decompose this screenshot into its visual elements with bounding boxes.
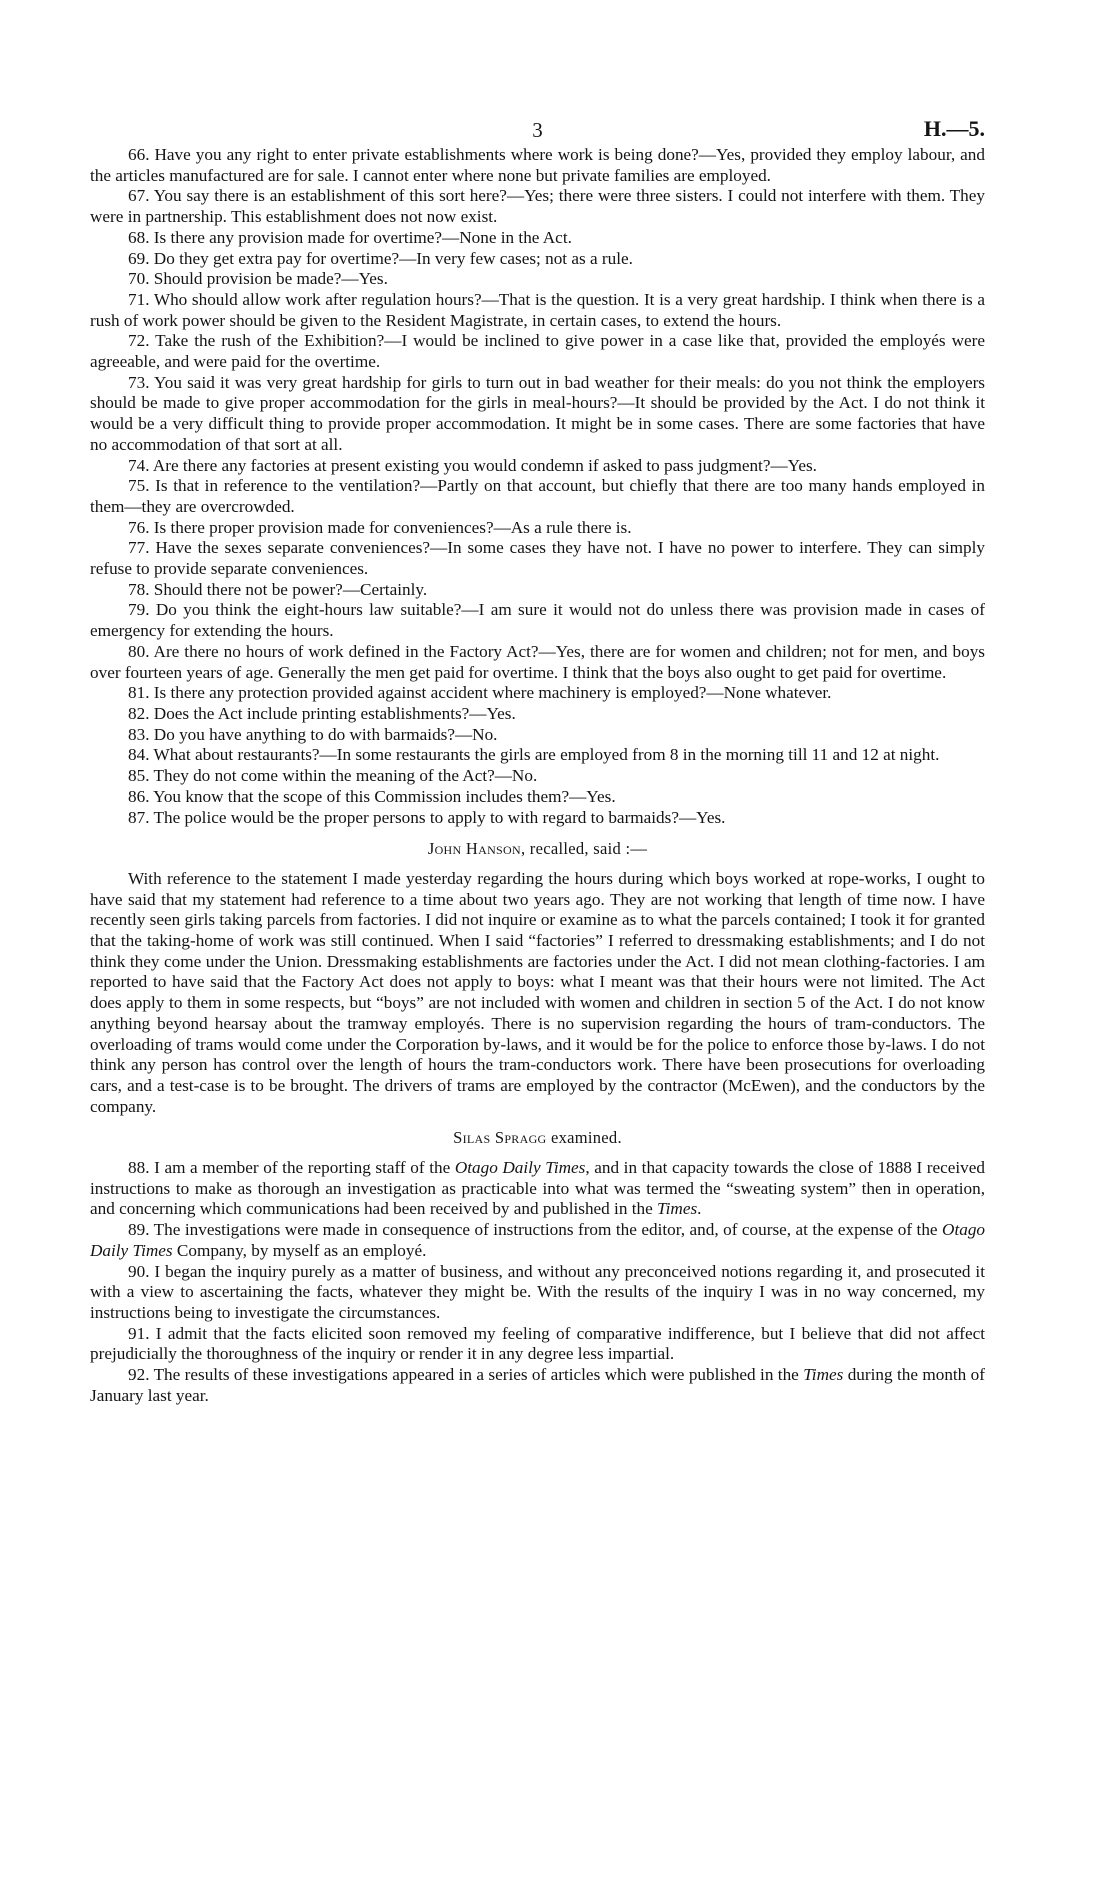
newspaper-title: Otago Daily Times xyxy=(90,1220,985,1260)
paragraph-67: 67. You say there is an establishment of this sort here?—Yes; there were three sisters. I could not interfere with them. They were in partnership. This establishment does not now exist. xyxy=(90,186,985,227)
paragraph-83: 83. Do you have anything to do with barmaids?—No. xyxy=(128,724,498,744)
witness-heading-hanson xyxy=(90,839,985,860)
paragraph-81: 81. Is there any protection provided against accident where machinery is employed?—None whatever. xyxy=(128,683,832,703)
text-run: 89. The investigations were made in consequence of instructions from the editor, and, of course, at the expense of the xyxy=(128,1220,943,1240)
witness-name: Silas Spragg xyxy=(453,1128,547,1148)
paragraph-80: 80. Are there no hours of work defined in the Factory Act?—Yes, there are for women and children; not for men, and boys over fourteen years of age. Generally the men get paid for overtime. I think that the boys also ought to get paid for overtime. xyxy=(90,641,985,682)
document-page xyxy=(90,0,985,1406)
paragraph-87: 87. The police would be the proper persons to apply to with regard to barmaids?—Yes. xyxy=(128,807,726,827)
text-run: , and in that capacity towards the close of 1888 I received instructions to make as thorough an investigation as practicable into what was termed the “sweating system” then in operation, and concerning which communications had been received by and published in the xyxy=(90,1158,985,1219)
witness-heading-spragg xyxy=(90,1128,985,1149)
paragraph-89 xyxy=(90,1220,985,1261)
section-questions-88-92 xyxy=(90,1158,985,1406)
paragraph-71: 71. Who should allow work after regulation hours?—That is the question. It is a very great hardship. I think when there is a rush of work power should be given to the Resident Magistrate, in certain cases, to extend the hours. xyxy=(90,289,985,330)
paragraph-73: 73. You said it was very great hardship for girls to turn out in bad weather for their meals: do you not think the employers should be made to give proper accommodation for the girls in meal-hours?—It should be provided by the Act. I do not think it would be a very difficult thing to provide proper accommodation. It might be in some cases. There are some factories that have no accommodation of that sort at all. xyxy=(90,372,985,454)
text-run: . xyxy=(697,1199,702,1219)
paragraph-75: 75. Is that in reference to the ventilation?—Partly on that account, but chiefly that there are too many hands employed in them—they are overcrowded. xyxy=(90,476,985,516)
paragraph-78: 78. Should there not be power?—Certainly. xyxy=(128,579,428,599)
paragraph-79: 79. Do you think the eight-hours law suitable?—I am sure it would not do unless there was provision made in cases of emergency for extending the hours. xyxy=(90,600,985,641)
witness-heading-suffix: examined. xyxy=(546,1128,622,1148)
paragraph-72: 72. Take the rush of the Exhibition?—I would be inclined to give power in a case like that, provided the employés were agreeable, and were paid for the overtime. xyxy=(90,331,985,372)
paragraph-69: 69. Do they get extra pay for overtime?—In very few cases; not as a rule. xyxy=(128,248,633,268)
page-number: 3 xyxy=(532,118,543,142)
newspaper-title: Otago Daily Times xyxy=(454,1158,586,1178)
text-run: during the month of January last year. xyxy=(90,1365,985,1405)
paragraph-74: 74. Are there any factories at present existing you would condemn if asked to pass judgment?—Yes. xyxy=(128,455,817,475)
text-run: 92. The results of these investigations appeared in a series of articles which were published in the xyxy=(128,1365,804,1385)
witness-name: John Hanson xyxy=(427,839,521,859)
paragraph-hanson-statement: With reference to the statement I made yesterday regarding the hours during which boys worked at rope-works, I ought to have said that my statement had reference to a time about two years ago. They are not working that length of time now. I have recently seen girls taking parcels from factories. I did not inquire or examine as to what the parcels contained; I took it for granted that the taking-home of work was still continued. When I said “factories” I referred to dressmaking establishments; and I do not think they come under the Union. Dressmaking establishments are factories under the Act. I did not mean clothing-factories. I am reported to have said that the Factory Act does not apply to boys: what I meant was that their hours were not limited. The Act does apply to them in some respects, but “boys” are not included with women and children in section 5 of the Act. I do not know anything beyond hearsay about the tramway employés. There is no supervision regarding the hours of tram-conductors. The overloading of trams would come under the Corporation by-laws, and it would be for the police to enforce those by-laws. I do not think any person has control over the length of hours the tram-conductors work. There have been prosecutions for overloading cars, and a test-case is to be brought. The drivers of trams are employed by the contractor (McEwen), and the conductors by the company. xyxy=(90,868,985,1116)
newspaper-title: Times xyxy=(657,1199,698,1219)
witness-heading-suffix: , recalled, said :— xyxy=(520,839,648,859)
paragraph-77: 77. Have the sexes separate conveniences?—In some cases they have not. I have no power to interfere. They can simply refuse to provide separate conveniences. xyxy=(90,538,985,579)
newspaper-title: Times xyxy=(803,1365,844,1385)
paragraph-70: 70. Should provision be made?—Yes. xyxy=(128,269,388,289)
section-hanson-statement xyxy=(90,869,985,1117)
document-body xyxy=(90,145,985,1406)
paragraph-84: 84. What about restaurants?—In some restaurants the girls are employed from 8 in the morning till 11 and 12 at night. xyxy=(128,745,940,765)
paragraph-76: 76. Is there proper provision made for conveniences?—As a rule there is. xyxy=(128,517,632,537)
document-code: H.—5. xyxy=(923,116,985,141)
page-header xyxy=(90,0,985,145)
paragraph-68: 68. Is there any provision made for overtime?—None in the Act. xyxy=(128,227,572,247)
text-run: Company, by myself as an employé. xyxy=(172,1240,427,1260)
paragraph-86: 86. You know that the scope of this Commission includes them?—Yes. xyxy=(128,786,616,806)
section-questions-66-87 xyxy=(90,145,985,828)
text-run: 88. I am a member of the reporting staff of the xyxy=(128,1158,455,1178)
paragraph-66: 66. Have you any right to enter private establishments where work is being done?—Yes, provided they employ labour, and the articles manufactured are for sale. I cannot enter where none but private families are employed. xyxy=(90,145,985,185)
paragraph-88 xyxy=(90,1158,985,1220)
paragraph-85: 85. They do not come within the meaning of the Act?—No. xyxy=(128,766,538,786)
paragraph-91: 91. I admit that the facts elicited soon removed my feeling of comparative indifference, but I believe that did not affect prejudicially the thoroughness of the inquiry or render it in any degree less impartial. xyxy=(90,1323,985,1364)
paragraph-82: 82. Does the Act include printing establishments?—Yes. xyxy=(128,703,516,723)
paragraph-90: 90. I began the inquiry purely as a matter of business, and without any preconceived notions regarding it, and prosecuted it with a view to ascertaining the facts, whatever they might be. With the results of the inquiry I was in no way concerned, my instructions being to investigate the circumstances. xyxy=(90,1261,985,1322)
paragraph-92 xyxy=(90,1365,985,1406)
